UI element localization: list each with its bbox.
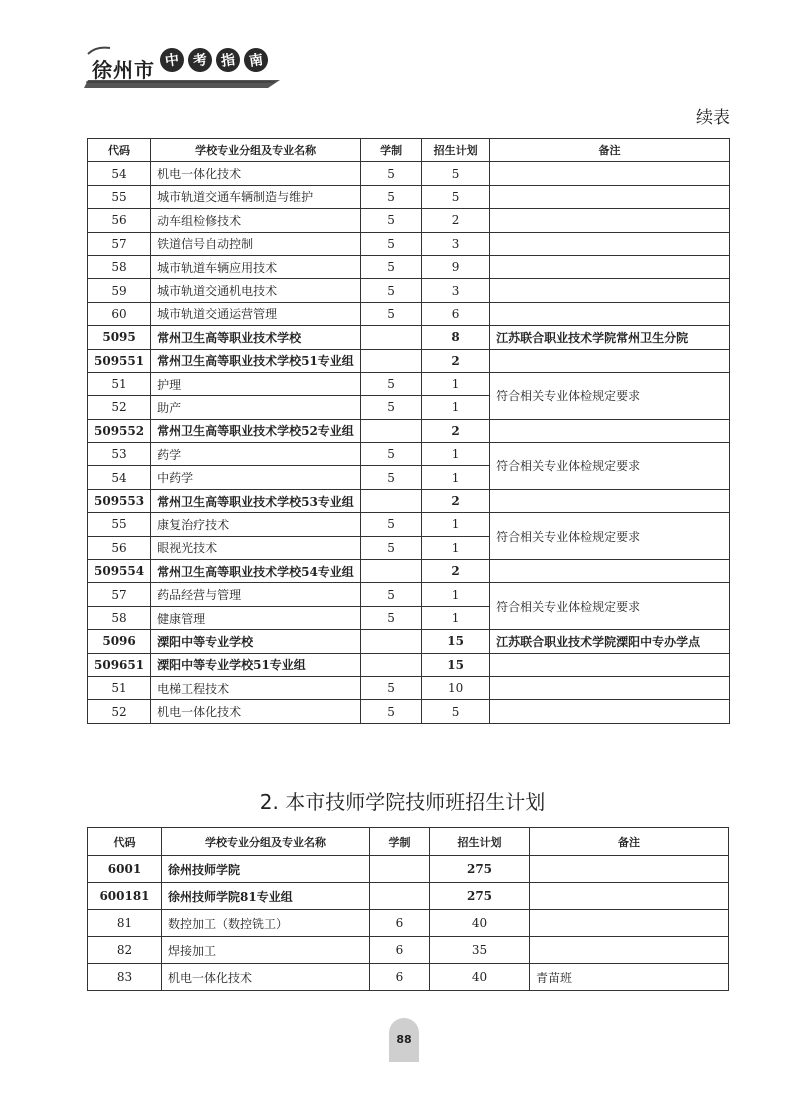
header-code: 代码 xyxy=(88,139,151,162)
table-header-row xyxy=(88,139,730,162)
cell-name: 焊接加工 xyxy=(162,937,370,964)
cell-years: 5 xyxy=(361,255,422,278)
cell-note: 青苗班 xyxy=(530,964,729,991)
header-plan: 招生计划 xyxy=(422,139,490,162)
cell-name: 机电一体化技术 xyxy=(151,700,361,723)
cell-years: 5 xyxy=(361,606,422,629)
table-row xyxy=(88,513,730,536)
cell-plan: 9 xyxy=(422,255,490,278)
banner-badges xyxy=(160,48,268,72)
cell-note xyxy=(530,937,729,964)
cell-name: 徐州技师学院 xyxy=(162,856,370,883)
header-name: 学校专业分组及专业名称 xyxy=(151,139,361,162)
cell-note: 符合相关专业体检规定要求 xyxy=(490,372,730,419)
cell-code: 57 xyxy=(88,583,151,606)
table-row xyxy=(88,232,730,255)
cell-plan: 5 xyxy=(422,700,490,723)
cell-code: 83 xyxy=(88,964,162,991)
table-row xyxy=(88,372,730,395)
table-row xyxy=(88,162,730,185)
cell-name: 城市轨道交通车辆制造与维护 xyxy=(151,185,361,208)
cell-plan: 2 xyxy=(422,349,490,372)
table-row xyxy=(88,326,730,349)
table-row xyxy=(88,653,730,676)
cell-plan: 2 xyxy=(422,209,490,232)
table-row xyxy=(88,302,730,325)
cell-years: 5 xyxy=(361,302,422,325)
cell-name: 常州卫生高等职业技术学校53专业组 xyxy=(151,489,361,512)
cell-code: 5096 xyxy=(88,630,151,653)
cell-years: 5 xyxy=(361,372,422,395)
cell-name: 机电一体化技术 xyxy=(162,964,370,991)
cell-years xyxy=(370,856,430,883)
cell-plan: 275 xyxy=(430,883,530,910)
badge: 南 xyxy=(242,46,269,73)
cell-code: 509651 xyxy=(88,653,151,676)
cell-plan: 3 xyxy=(422,232,490,255)
cell-name: 助产 xyxy=(151,396,361,419)
table-header-row xyxy=(88,828,729,856)
cell-note xyxy=(490,255,730,278)
cell-code: 55 xyxy=(88,185,151,208)
cell-note xyxy=(530,883,729,910)
cell-years: 5 xyxy=(361,466,422,489)
cell-years: 5 xyxy=(361,676,422,699)
cell-years xyxy=(370,883,430,910)
banner-city: 徐州市 xyxy=(92,58,155,82)
cell-years: 5 xyxy=(361,209,422,232)
cell-name: 眼视光技术 xyxy=(151,536,361,559)
cell-name: 铁道信号自动控制 xyxy=(151,232,361,255)
header-code: 代码 xyxy=(88,828,162,856)
cell-name: 健康管理 xyxy=(151,606,361,629)
cell-note xyxy=(490,489,730,512)
cell-years: 5 xyxy=(361,162,422,185)
cell-plan: 275 xyxy=(430,856,530,883)
cell-plan: 2 xyxy=(422,560,490,583)
page-number: 88 xyxy=(389,1018,419,1062)
cell-note: 符合相关专业体检规定要求 xyxy=(490,443,730,490)
table-row xyxy=(88,443,730,466)
table-row xyxy=(88,255,730,278)
cell-plan: 40 xyxy=(430,910,530,937)
table-row xyxy=(88,964,729,991)
header-plan: 招生计划 xyxy=(430,828,530,856)
table-row xyxy=(88,883,729,910)
cell-plan: 10 xyxy=(422,676,490,699)
cell-code: 509552 xyxy=(88,419,151,442)
cell-years xyxy=(361,489,422,512)
cell-years: 5 xyxy=(361,279,422,302)
cell-name: 药学 xyxy=(151,443,361,466)
cell-plan: 2 xyxy=(422,419,490,442)
cell-note: 江苏联合职业技术学院常州卫生分院 xyxy=(490,326,730,349)
cell-name: 常州卫生高等职业技术学校51专业组 xyxy=(151,349,361,372)
cell-code: 59 xyxy=(88,279,151,302)
cell-name: 护理 xyxy=(151,372,361,395)
continued-label: 续表 xyxy=(696,108,730,128)
cell-years: 5 xyxy=(361,700,422,723)
cell-plan: 3 xyxy=(422,279,490,302)
cell-code: 81 xyxy=(88,910,162,937)
cell-years: 5 xyxy=(361,513,422,536)
cell-code: 509551 xyxy=(88,349,151,372)
cell-years: 5 xyxy=(361,536,422,559)
cell-note xyxy=(530,856,729,883)
cell-plan: 1 xyxy=(422,372,490,395)
cell-plan: 35 xyxy=(430,937,530,964)
table-row xyxy=(88,185,730,208)
table-row xyxy=(88,676,730,699)
cell-code: 509554 xyxy=(88,560,151,583)
cell-years: 5 xyxy=(361,185,422,208)
cell-plan: 1 xyxy=(422,583,490,606)
cell-plan: 40 xyxy=(430,964,530,991)
cell-note xyxy=(490,653,730,676)
cell-name: 中药学 xyxy=(151,466,361,489)
cell-years xyxy=(361,630,422,653)
cell-years: 5 xyxy=(361,396,422,419)
cell-code: 51 xyxy=(88,372,151,395)
cell-name: 药品经营与管理 xyxy=(151,583,361,606)
cell-name: 康复治疗技术 xyxy=(151,513,361,536)
cell-note xyxy=(490,700,730,723)
cell-code: 6001 xyxy=(88,856,162,883)
header-note: 备注 xyxy=(530,828,729,856)
cell-years: 6 xyxy=(370,910,430,937)
cell-code: 54 xyxy=(88,466,151,489)
badge: 考 xyxy=(186,46,213,73)
table-row xyxy=(88,419,730,442)
cell-name: 徐州技师学院81专业组 xyxy=(162,883,370,910)
cell-note xyxy=(490,279,730,302)
header-years: 学制 xyxy=(361,139,422,162)
cell-name: 常州卫生高等职业技术学校54专业组 xyxy=(151,560,361,583)
cell-years xyxy=(361,349,422,372)
cell-code: 51 xyxy=(88,676,151,699)
cell-plan: 1 xyxy=(422,443,490,466)
cell-note xyxy=(490,676,730,699)
cell-plan: 1 xyxy=(422,396,490,419)
cell-plan: 6 xyxy=(422,302,490,325)
cell-code: 52 xyxy=(88,396,151,419)
header-banner xyxy=(0,44,300,88)
badge: 指 xyxy=(214,46,241,73)
cell-name: 机电一体化技术 xyxy=(151,162,361,185)
cell-name: 电梯工程技术 xyxy=(151,676,361,699)
cell-name: 溧阳中等专业学校 xyxy=(151,630,361,653)
cell-code: 55 xyxy=(88,513,151,536)
cell-code: 54 xyxy=(88,162,151,185)
cell-years: 5 xyxy=(361,232,422,255)
cell-code: 56 xyxy=(88,536,151,559)
cell-note: 符合相关专业体检规定要求 xyxy=(490,583,730,630)
section-title: 2. 本市技师学院技师班招生计划 xyxy=(259,790,546,814)
cell-name: 动车组检修技术 xyxy=(151,209,361,232)
table-row xyxy=(88,910,729,937)
cell-name: 常州卫生高等职业技术学校 xyxy=(151,326,361,349)
cell-years: 6 xyxy=(370,937,430,964)
cell-note: 江苏联合职业技术学院溧阳中专办学点 xyxy=(490,630,730,653)
cell-plan: 8 xyxy=(422,326,490,349)
cell-note: 符合相关专业体检规定要求 xyxy=(490,513,730,560)
cell-code: 60 xyxy=(88,302,151,325)
cell-code: 82 xyxy=(88,937,162,964)
cell-plan: 1 xyxy=(422,513,490,536)
cell-note xyxy=(490,560,730,583)
cell-code: 53 xyxy=(88,443,151,466)
cell-plan: 1 xyxy=(422,466,490,489)
cell-plan: 2 xyxy=(422,489,490,512)
cell-code: 509553 xyxy=(88,489,151,512)
cell-note xyxy=(490,232,730,255)
table-row xyxy=(88,583,730,606)
cell-note xyxy=(490,349,730,372)
cell-note xyxy=(490,419,730,442)
table-row xyxy=(88,279,730,302)
cell-code: 58 xyxy=(88,255,151,278)
cell-code: 57 xyxy=(88,232,151,255)
cell-name: 溧阳中等专业学校51专业组 xyxy=(151,653,361,676)
table-row xyxy=(88,937,729,964)
table-row xyxy=(88,630,730,653)
table-row xyxy=(88,856,729,883)
cell-years: 5 xyxy=(361,443,422,466)
cell-name: 城市轨道车辆应用技术 xyxy=(151,255,361,278)
cell-note xyxy=(490,209,730,232)
table-row xyxy=(88,560,730,583)
table-row xyxy=(88,489,730,512)
cell-plan: 5 xyxy=(422,162,490,185)
cell-years: 5 xyxy=(361,583,422,606)
cell-plan: 15 xyxy=(422,630,490,653)
header-note: 备注 xyxy=(490,139,730,162)
cell-code: 52 xyxy=(88,700,151,723)
cell-plan: 1 xyxy=(422,536,490,559)
cell-note xyxy=(490,185,730,208)
header-name: 学校专业分组及专业名称 xyxy=(162,828,370,856)
cell-code: 5095 xyxy=(88,326,151,349)
cell-name: 城市轨道交通运营管理 xyxy=(151,302,361,325)
cell-name: 常州卫生高等职业技术学校52专业组 xyxy=(151,419,361,442)
cell-years xyxy=(361,326,422,349)
table-row xyxy=(88,209,730,232)
header-years: 学制 xyxy=(370,828,430,856)
cell-years xyxy=(361,560,422,583)
cell-plan: 5 xyxy=(422,185,490,208)
cell-years xyxy=(361,419,422,442)
cell-name: 数控加工（数控铣工） xyxy=(162,910,370,937)
cell-years xyxy=(361,653,422,676)
cell-note xyxy=(530,910,729,937)
cell-note xyxy=(490,162,730,185)
cell-code: 600181 xyxy=(88,883,162,910)
cell-name: 城市轨道交通机电技术 xyxy=(151,279,361,302)
table-row xyxy=(88,700,730,723)
cell-code: 56 xyxy=(88,209,151,232)
cell-years: 6 xyxy=(370,964,430,991)
enrollment-table-1 xyxy=(87,138,730,724)
cell-code: 58 xyxy=(88,606,151,629)
table-row xyxy=(88,349,730,372)
cell-note xyxy=(490,302,730,325)
cell-plan: 15 xyxy=(422,653,490,676)
enrollment-table-2 xyxy=(87,827,729,991)
cell-plan: 1 xyxy=(422,606,490,629)
badge: 中 xyxy=(158,46,185,73)
